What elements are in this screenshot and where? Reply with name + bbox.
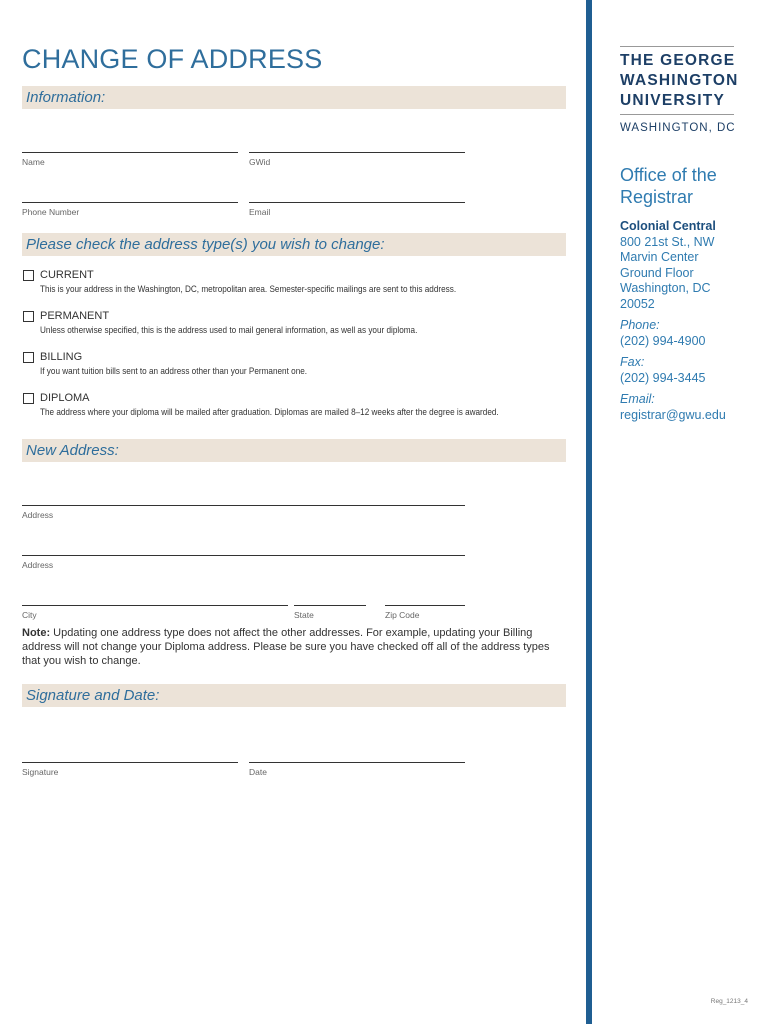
permanent-option-description: Unless otherwise specified, this is the address used to mail general information, as well as your diploma. xyxy=(40,325,418,336)
form-code: Reg_1213_4 xyxy=(710,998,748,1005)
date-label: Date xyxy=(249,767,267,777)
phone-block xyxy=(620,318,705,349)
diploma-checkbox[interactable] xyxy=(23,393,34,404)
logo-line-2: WASHINGTON xyxy=(620,72,739,89)
zip-field[interactable] xyxy=(385,605,465,606)
gwid-label: GWid xyxy=(249,157,271,167)
address-line-2-field[interactable] xyxy=(22,555,465,556)
address-line-2-label: Address xyxy=(22,560,54,570)
location-name: Colonial Central xyxy=(620,219,716,233)
fax-block xyxy=(620,355,705,386)
email-block xyxy=(620,392,726,423)
section-new-address-header xyxy=(22,439,566,462)
current-option-description: This is your address in the Washington, DC, metropolitan area. Semester-specific mailings are sent to this address. xyxy=(40,284,457,295)
office-title: Office of the Registrar xyxy=(620,165,717,207)
logo-bottom-rule xyxy=(620,114,734,115)
logo-line-3: UNIVERSITY xyxy=(620,92,726,109)
location-floor: Ground Floor xyxy=(620,265,694,280)
billing-checkbox[interactable] xyxy=(23,352,34,363)
email-address[interactable]: registrar@gwu.edu xyxy=(620,407,726,422)
gwid-field[interactable] xyxy=(249,152,465,153)
section-signature-header xyxy=(22,684,566,707)
location-building: Marvin Center xyxy=(620,250,699,264)
address-line-1-label: Address xyxy=(22,510,54,520)
phone-label-side: Phone: xyxy=(620,318,660,332)
fax-number: (202) 994-3445 xyxy=(620,370,706,385)
note-label: Note: xyxy=(22,627,51,639)
location-zip: 20052 xyxy=(620,296,655,311)
sidebar-divider xyxy=(586,0,592,1024)
location-block xyxy=(620,219,716,312)
phone-label: Phone Number xyxy=(22,207,80,217)
note-text: Updating one address type does not affect the other addresses. For example, updating your Billing address will not change your Diploma address. Please be sure you have checked off all of the address types that you wish to change. xyxy=(22,627,550,667)
zip-label: Zip Code xyxy=(385,610,420,620)
name-label: Name xyxy=(22,157,45,167)
current-option-label: CURRENT xyxy=(40,269,94,281)
note-paragraph xyxy=(22,626,570,668)
section-information-title: Information: xyxy=(26,89,106,106)
billing-option-description: If you want tuition bills sent to an address other than your Permanent one. xyxy=(40,366,308,377)
section-new-address-title: New Address: xyxy=(26,442,119,459)
billing-option-label: BILLING xyxy=(40,351,83,363)
state-field[interactable] xyxy=(294,605,366,606)
city-field[interactable] xyxy=(22,605,288,606)
section-signature-title: Signature and Date: xyxy=(26,687,160,704)
city-label: City xyxy=(22,610,37,620)
date-field[interactable] xyxy=(249,762,465,763)
phone-field[interactable] xyxy=(22,202,238,203)
section-address-type-header xyxy=(22,233,566,256)
diploma-option-label: DIPLOMA xyxy=(40,392,90,404)
signature-label: Signature xyxy=(22,767,59,777)
logo-top-rule xyxy=(620,46,734,47)
permanent-option-label: PERMANENT xyxy=(40,310,110,322)
current-checkbox[interactable] xyxy=(23,270,34,281)
signature-field[interactable] xyxy=(22,762,238,763)
state-label: State xyxy=(294,610,314,620)
form-title: CHANGE OF ADDRESS xyxy=(22,44,323,74)
location-city: Washington, DC xyxy=(620,281,711,295)
email-label: Email xyxy=(249,207,271,217)
fax-label: Fax: xyxy=(620,355,645,369)
permanent-checkbox[interactable] xyxy=(23,311,34,322)
diploma-option-description: The address where your diploma will be mailed after graduation. Diplomas are mailed 8–12 weeks after the degree is awarded. xyxy=(40,407,499,418)
phone-number: (202) 994-4900 xyxy=(620,333,706,348)
section-information-header xyxy=(22,86,566,109)
email-label-side: Email: xyxy=(620,392,655,406)
name-field[interactable] xyxy=(22,152,238,153)
logo-subtitle: WASHINGTON, DC xyxy=(620,122,736,134)
logo-line-1: THE GEORGE xyxy=(620,52,736,69)
address-line-1-field[interactable] xyxy=(22,505,465,506)
email-field[interactable] xyxy=(249,202,465,203)
location-street: 800 21st St., NW xyxy=(620,234,715,249)
section-address-type-title: Please check the address type(s) you wish to change: xyxy=(26,236,385,253)
